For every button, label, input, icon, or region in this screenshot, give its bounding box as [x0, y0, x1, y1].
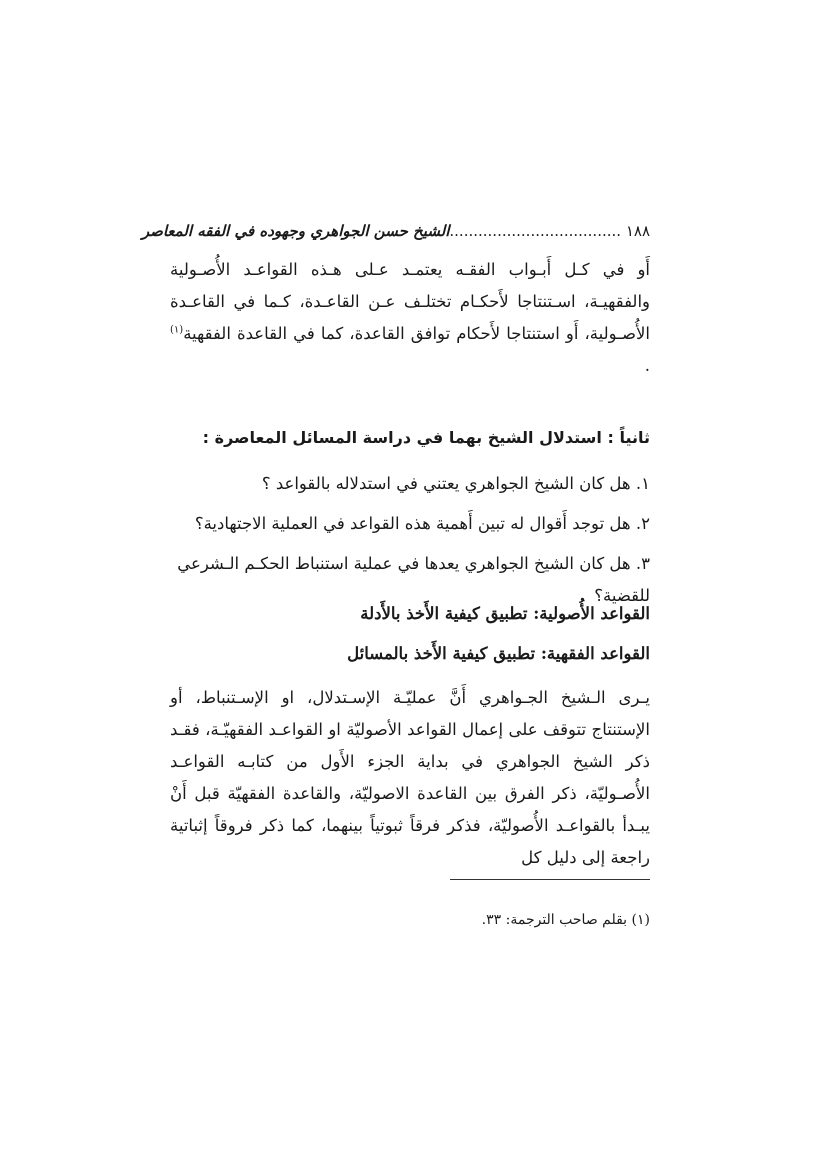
question-item: ٣. هل كان الشيخ الجواهري يعدها في عملية استنباط الحكـم الـشرعي للقضية؟ [177, 554, 650, 605]
running-header [141, 220, 650, 246]
header-title-wrap [449, 220, 650, 242]
intro-end: . [644, 356, 650, 375]
footnote-divider [450, 879, 650, 880]
rules-block [170, 598, 650, 678]
question-item: ١. هل كان الشيخ الجواهري يعتني في استدلاله بالقواعد ؟ [261, 474, 650, 493]
section-title: ثانياً : استدلال الشيخ بهما في دراسة المسائل المعاصرة : [202, 428, 650, 447]
header-title: الشيخ حسن الجواهري وجهوده في الفقه المعاصر [141, 222, 450, 240]
intro-paragraph [170, 254, 650, 382]
page [141, 220, 650, 928]
footnote-reference[interactable]: (١) [170, 324, 184, 336]
question-item: ٢. هل توجد أَقوال له تبين أَهمية هذه القواعد في العملية الاجتهادية؟ [194, 514, 650, 533]
footnote: (١) بقلم صاحب الترجمة: ٣٣. [481, 912, 650, 928]
usul-rule-heading: القواعد الأُصولية: تطبيق كيفية الأَخذ بالأَدلة [360, 604, 650, 623]
intro-text: أَو في كـل أَبـواب الفقـه يعتمـد عـلى هـذه القواعـد الأُصـولية والفقهيـة، اسـتنتاجا لأَحكـام تختلـف عـن القاعـدة، كـما في القاعـدة الأُصـولية، أَو استنتاجا لأَحكام توافق القاعدة، كما في القاعدة الفقهية [170, 260, 650, 343]
fiqh-rule-heading: القواعد الفقهية: تطبيق كيفية الأَخذ بالمسائل [347, 644, 650, 663]
page-number: ١٨٨ [625, 222, 650, 240]
header-dots: .................................... [449, 222, 622, 240]
body-paragraph: يـرى الـشيخ الجـواهري أَنَّ عمليّـة الإسـتدلال، او الإسـتنباط، أو الإستنتاج تتوقف على إعمال القواعد الأصوليّة او القواعـد الفقهيّـة، فقـد ذكر الشيخ الجواهري في بداية الجزء الأَول من كتابـه القواعـد الأُصـوليّة، ذكر الفرق بين القاعدة الاصوليّة، والقاعدة الفقهيّة قبل أَنْ يبـدأ بالقواعـد الأُصوليّة، فذكر فرقاً ثبوتياً بينهما، كما ذكر فروقاً إثباتية راجعة إلى دليل كل [170, 688, 650, 867]
